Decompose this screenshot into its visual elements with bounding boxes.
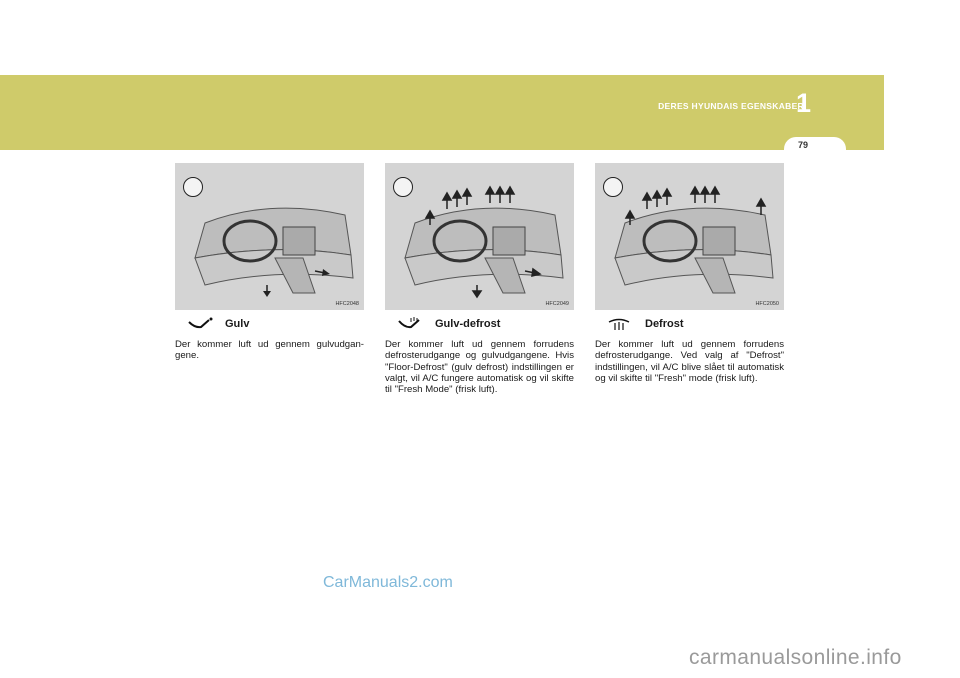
section-floor-defrost bbox=[385, 163, 574, 395]
chapter-number: 1 bbox=[796, 88, 812, 118]
section-floor bbox=[175, 163, 364, 362]
section-text: Der kommer luft ud gennem forrudens defrosterudgange. Ved valg af "Defrost" indstillingen, vil A/C blive slået til automatisk og vil skifte til "Fresh" mode (frisk luft). bbox=[595, 339, 784, 384]
dashboard-illustration bbox=[175, 163, 364, 310]
chapter-title: DERES HYUNDAIS EGENSKABER bbox=[658, 101, 804, 111]
section-heading: Defrost bbox=[645, 318, 684, 330]
vent-mode-icon bbox=[183, 177, 203, 197]
floor-vent-icon bbox=[185, 316, 217, 332]
windshield-defrost-icon bbox=[605, 316, 637, 332]
dashboard-illustration bbox=[595, 163, 784, 310]
section-heading: Gulv bbox=[225, 318, 250, 330]
figure-code: HFC2048 bbox=[335, 301, 359, 307]
section-defrost bbox=[595, 163, 784, 384]
dashboard-illustration bbox=[385, 163, 574, 310]
watermark-carmanuals2[interactable]: CarManuals2.com bbox=[323, 574, 453, 591]
watermark-carmanualsonline[interactable]: carmanualsonline.info bbox=[689, 646, 902, 669]
section-text: Der kommer luft ud gennem forrudens defrosterudgange og gulvudgangene. Hvis "Floor-Defrost" (gulv defrost) indstillingen er valgt, vil A/C fungere automatisk og vil skifte til "Fresh Mode" (frisk luft). bbox=[385, 339, 574, 396]
vent-mode-icon bbox=[393, 177, 413, 197]
page-number: 79 bbox=[797, 140, 808, 150]
section-text: Der kommer luft ud gennem gulvudgan- gene. bbox=[175, 339, 364, 362]
section-heading: Gulv-defrost bbox=[435, 318, 501, 330]
header-band bbox=[0, 75, 884, 150]
figure-code: HFC2049 bbox=[545, 301, 569, 307]
floor-defrost-icon bbox=[395, 316, 427, 332]
figure-code: HFC2050 bbox=[755, 301, 779, 307]
vent-mode-icon bbox=[603, 177, 623, 197]
